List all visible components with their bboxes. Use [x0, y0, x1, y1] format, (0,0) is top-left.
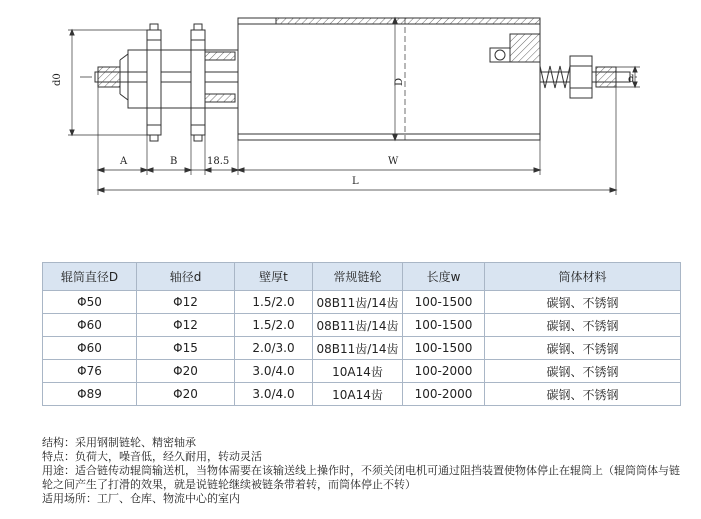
table-row [43, 337, 681, 360]
table-cell: 碳钢、不锈钢 [485, 291, 681, 314]
product-description [42, 436, 687, 506]
label-gap: 18.5 [207, 156, 230, 167]
table-cell: 1.5/2.0 [235, 291, 313, 314]
right-bearing-housing [510, 34, 540, 62]
nut [570, 56, 592, 98]
table-cell: 100-1500 [403, 337, 485, 360]
roller-technical-drawing [0, 0, 701, 250]
desc-structure: 结构：采用钢制链轮、精密轴承 [42, 436, 196, 449]
sprocket-left [147, 24, 161, 141]
table-cell: Φ20 [137, 383, 235, 406]
table-cell: Φ60 [43, 314, 137, 337]
table-cell: 碳钢、不锈钢 [485, 360, 681, 383]
header-material: 筒体材料 [485, 263, 681, 291]
table-cell: 1.5/2.0 [235, 314, 313, 337]
table-cell: 100-2000 [403, 383, 485, 406]
table-cell: 08B11齿/14齿 [313, 337, 403, 360]
table-cell: 10A14齿 [313, 360, 403, 383]
header-sprocket: 常规链轮 [313, 263, 403, 291]
header-length: 长度w [403, 263, 485, 291]
table-cell: Φ12 [137, 291, 235, 314]
table-cell: Φ76 [43, 360, 137, 383]
table-cell: 碳钢、不锈钢 [485, 383, 681, 406]
table-cell: 100-1500 [403, 291, 485, 314]
desc-locations: 适用场所：工厂、仓库、物流中心的室内 [42, 492, 240, 505]
table-cell: Φ15 [137, 337, 235, 360]
table-row [43, 314, 681, 337]
desc-features: 特点：负荷大，噪音低，经久耐用，转动灵活 [42, 450, 262, 463]
right-bushing [596, 67, 616, 87]
label-D: D [394, 77, 405, 86]
sprocket-right [191, 24, 205, 141]
table-cell: 碳钢、不锈钢 [485, 337, 681, 360]
label-W: W [388, 156, 399, 167]
table-cell: Φ89 [43, 383, 137, 406]
table-cell: 3.0/4.0 [235, 383, 313, 406]
table-row [43, 360, 681, 383]
header-wall: 壁厚t [235, 263, 313, 291]
table-cell: 100-2000 [403, 360, 485, 383]
table-cell: Φ50 [43, 291, 137, 314]
label-B: B [170, 156, 178, 167]
label-L: L [352, 176, 359, 187]
table-cell: 3.0/4.0 [235, 360, 313, 383]
table-cell: Φ60 [43, 337, 137, 360]
label-d0: d0 [52, 73, 63, 86]
table-cell: 2.0/3.0 [235, 337, 313, 360]
table-cell: Φ20 [137, 360, 235, 383]
table-cell: 08B11齿/14齿 [313, 291, 403, 314]
table-cell: Φ12 [137, 314, 235, 337]
desc-usage: 用途：适合链传动辊筒输送机，当物体需要在该输送线上操作时，不须关闭电机可通过阻挡装置使物体停止在辊筒上（辊筒筒体与链轮之间产生了打滑的效果，就是说链轮继续被链条带着转，而筒体停止不转） [42, 464, 680, 491]
roller-tube [238, 18, 540, 140]
label-d: d [628, 74, 635, 85]
table-cell: 碳钢、不锈钢 [485, 314, 681, 337]
spec-table [42, 262, 681, 406]
left-bushing [98, 67, 120, 87]
table-cell: 100-1500 [403, 314, 485, 337]
table-cell: 10A14齿 [313, 383, 403, 406]
header-shaft: 轴径d [137, 263, 235, 291]
table-row [43, 291, 681, 314]
table-cell: 08B11齿/14齿 [313, 314, 403, 337]
table-row [43, 383, 681, 406]
header-diameter: 辊筒直径D [43, 263, 137, 291]
table-header-row [43, 263, 681, 291]
label-A: A [120, 156, 128, 167]
